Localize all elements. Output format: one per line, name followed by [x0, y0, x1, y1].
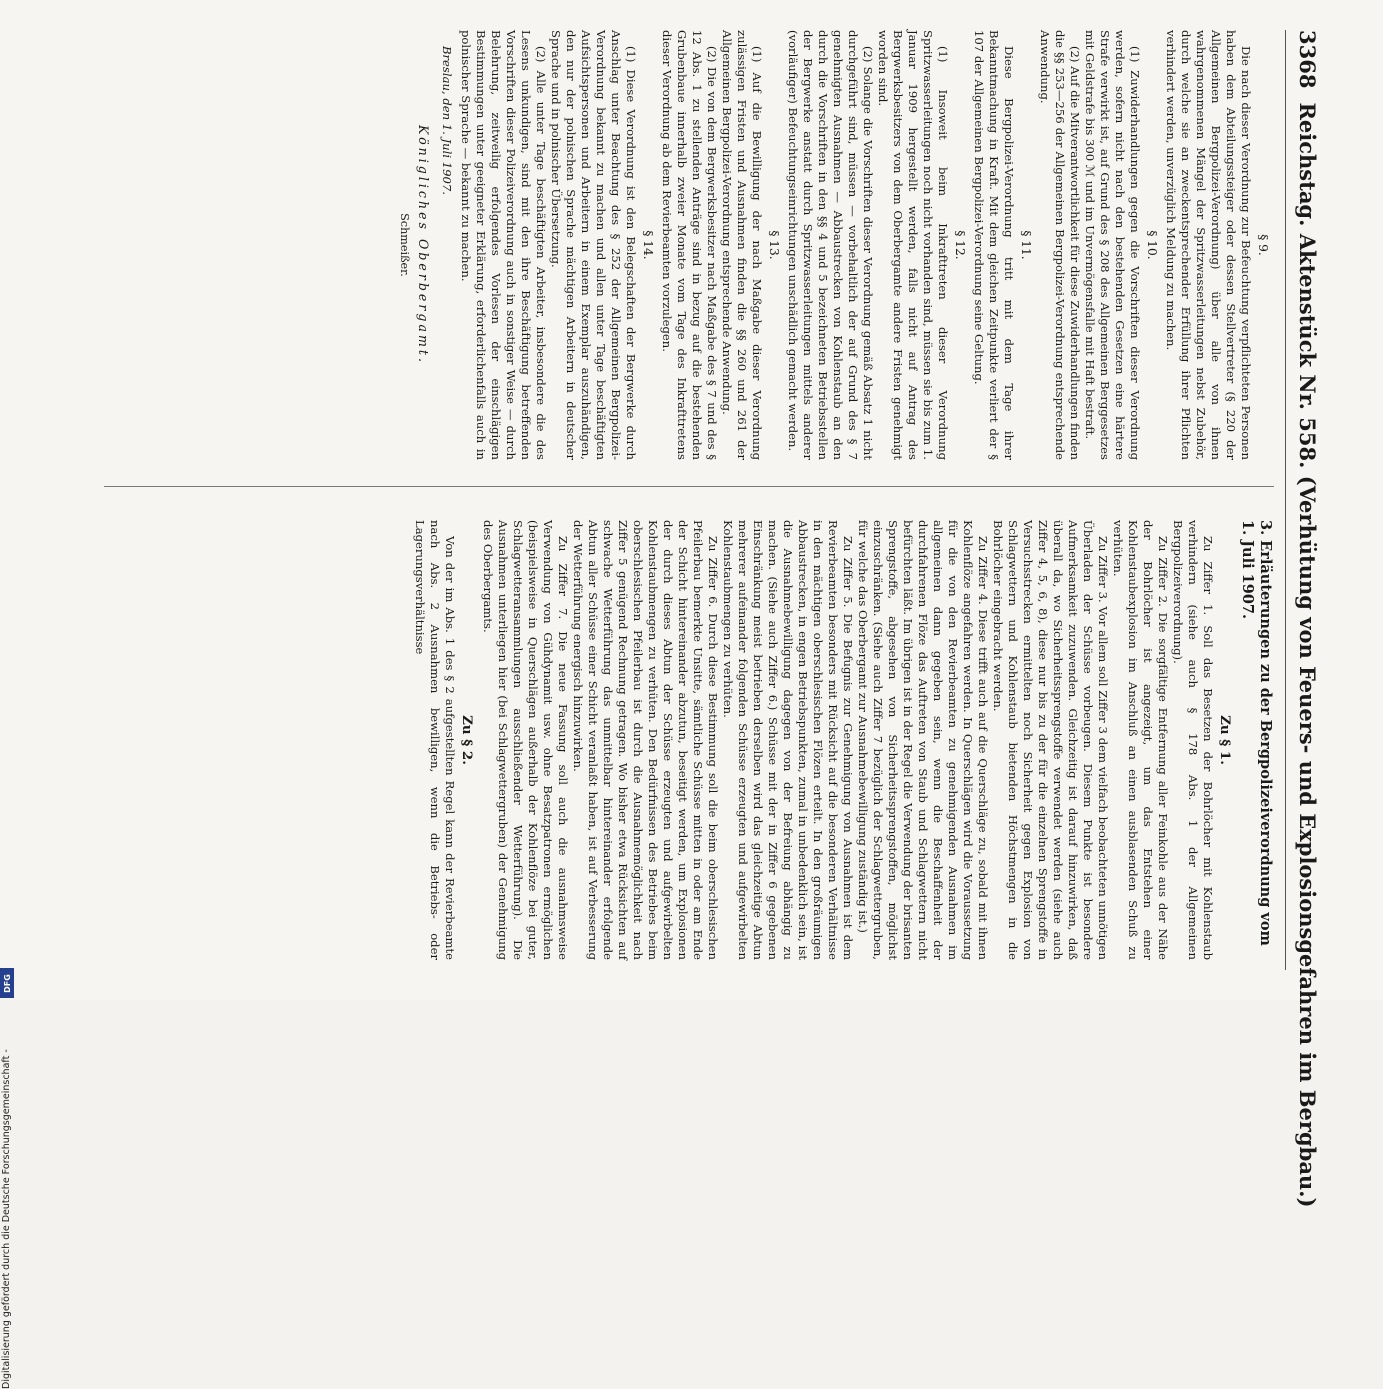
- dfg-logo-text: DFG: [2, 973, 12, 993]
- left-column: [397, 30, 1274, 460]
- signature: Schmeißer.: [398, 213, 411, 277]
- section-heading: § 11.: [1019, 230, 1033, 260]
- rotated-page-content: [10, 0, 1330, 1208]
- place-date: Breslau, den 1. Juli 1907.: [440, 46, 454, 195]
- section-heading: § 9.: [1256, 234, 1270, 256]
- page-number: 3368: [1295, 30, 1321, 89]
- right-column: [412, 520, 1274, 960]
- paragraph: Zu Ziffer 4. Diese trifft auch auf die Querschläge zu, sobald mit ihnen Kohlenflöze angefahren werden. In Querschlägen wird die Voraussetzung für die von den Revierbeamten zu genehmigenden Ausnahmen im allgemeinen dann gegeben sein, wenn die Beschaffenheit der durchfahrenen Flöze das Auftreten von Staub und Schlagwettern nicht befürchten läßt. Im übrigen ist in der Regel die Verwendung der brisanten Sprengstoffe, abgesehen von Sicherheitssprengstoffen, möglichst einzuschränken. (Siehe auch Ziffer 7 bezüglich der Schlagwettergruben, für welche das Oberbergamt zur Ausnahmebewilligung zuständig ist.): [856, 520, 990, 960]
- digitization-note: [0, 520, 14, 1389]
- paragraph: Zu Ziffer 7. Die neue Fassung soll auch die ausnahmsweise Verwendung von Gühdynamit usw. ohne Besatzpatronen ermöglichen (beispielsweise in Querschlägen außerhalb der Kohlenflöze bei guter, Schlagwetteransammlungen ausschließender Wetterführung). Die Ausnahmen unterliegen hier (bei Schlagwettergruben) der Genehmigung des Oberbergamts.: [481, 520, 570, 960]
- paragraph: Zu Ziffer 5. Die Befugnis zur Genehmigung von Ausnahmen ist dem Revierbeamten besonders mit Rücksicht auf die besonderen Verhältnisse in den mächtigen oberschlesischen Flözen erteilt. In den großräumigen Abbaustrecken, in engen Betriebspunkten, zumal in unbedenklich sein, ist die Ausnahmebewilligung dagegen von der Befreiung abhängig zu machen. (Siehe auch Ziffer 6.) Schüsse mit der in Ziffer 6 gegebenen Einschränkung meist betrieben derselben wird das gleichzeitige Abtun mehrerer aufeinander folgenden Schüsse erzeugten und aufgewirbelten Kohlenstaubmengen zu verhüten.: [721, 520, 855, 960]
- paragraph: Diese Bergpolizei-Verordnung tritt mit dem Tage ihrer Bekanntmachung in Kraft. Mit dem gleichen Zeitpunkte verliert der § 107 der Allgemeinen Bergpolizei-Verordnung seine Geltung.: [972, 30, 1016, 460]
- paragraph: Die nach dieser Verordnung zur Befeuchtung verpflichteten Personen haben dem Abteilungssteiger oder dessen Stellvertreter (§ 220 der Allgemeinen Bergpolizei-Verordnung) über alle von ihnen wahrgenommenen Mängel der Spritzwasserleitungen nebst Zubehör, durch welche sie an zweckentsprechender Erfüllung ihrer Pflichten verhindert werden, unverzüglich Meldung zu machen.: [1164, 30, 1253, 460]
- dfg-logo: [0, 968, 14, 998]
- issuing-authority: Königliches Oberbergamt.: [416, 125, 431, 365]
- section-heading: § 12.: [953, 230, 967, 260]
- digitization-note-text: Digitalisierung gefördert durch die Deutsche Forschungsgemeinschaft -: [1, 1049, 12, 1389]
- paragraph: Von der im Abs. 1 des § 2 aufgestellten Regel kann der Revierbeamte nach Abs. 2 Ausnahmen bewilligen, wenn die Betriebs- oder Lagerungsverhältnisse: [413, 520, 457, 960]
- paragraph: Zu Ziffer 2. Die sorgfältige Entfernung aller Feinkohle aus der Nähe der Bohrlöcher ist angezeigt, um das Entstehen einer Kohlenstaubexplosion im Anschluß an einen ausblasenden Schuß zu verhüten.: [1111, 520, 1170, 960]
- paragraph: (1) Auf die Bewilligung der nach Maßgabe dieser Verordnung zulässigen Fristen und Ausnahmen finden die §§ 260 und 261 der Allgemeinen Bergpolizei-Verordnung entsprechende Anwendung.: [720, 30, 764, 460]
- page-header: [1285, 30, 1330, 1208]
- paragraph: (2) Die von dem Bergwerksbesitzer nach Maßgabe des § 7 und des § 12 Abs. 1 zu stellenden Anträge sind in bezug auf die bestehenden Grubenbaue innerhalb zweier Monate vom Tage des Inkrafttretens dieser Verordnung ab dem Revierbeamten vorzulegen.: [660, 30, 719, 460]
- column-divider: [104, 486, 1274, 487]
- paragraph: (1) Insoweit beim Inkrafttreten dieser Verordnung Spritzwasserleitungen noch nicht vorhanden sind, müssen sie bis zum 1. Januar 1909 hergestellt werden, falls nicht auf Antrag des Bergwerksbesitzers von dem Oberbergamte andere Fristen genehmigt worden sind.: [876, 30, 950, 460]
- section-heading: § 10.: [1145, 230, 1159, 260]
- paragraph: Zu Ziffer 3. Vor allem soll Ziffer 3 dem vielfach beobachteten unnötigen Überladen der Schüsse vorbeugen. Diesem Punkte ist besondere Aufmerksamkeit zuzuwenden. Gleichzeitig ist darauf hinzuwirken, daß überall da, wo Sicherheitssprengstoffe verwendet werden (siehe auch Ziffer 4, 5, 6, 8), diese nur bis zu der für die einzelnen Sprengstoffe in Versuchsstrecken ermittelten noch Sicherheit gegen Explosion von Schlagwettern und Kohlenstaub bietenden Höchstmengen in die Bohrlöcher eingebracht werden.: [991, 520, 1110, 960]
- paragraph: (2) Alle unter Tage beschäftigten Arbeiter, insbesondere die des Lesens unkundigen, sind mit den ihre Beschäftigung betreffenden Vorschriften dieser Polizeiverordnung auch in sonstiger Weise — durch Belehrung, zeitweilig erfolgendes Vorlesen der einschlägigen Bestimmungen unter geeigneter Erklärung, erforderlichenfalls auch in polnischer Sprache — bekannt zu machen.: [459, 30, 548, 460]
- paragraph: Zu Ziffer 6. Durch diese Bestimmung soll die beim oberschlesischen Pfeilerbau bemerkte Unsitte, sämtliche Schüsse mitten in oder am Ende der Schicht hintereinander abzutun, beseitigt werden, um Explosionen der durch dieses Abtun der Schüsse erzeugten und aufgewirbelten Kohlenstaubmengen zu verhüten. Den Bedürfnissen des Betriebes beim oberschlesischen Pfeilerbau ist durch die Ausnahmemöglichkeit nach Ziffer 5 genügend Rechnung getragen. Wo bisher etwa Rücksichten auf schwache Wetterführung das unmittelbar hintereinander erfolgende Abtun aller Schüsse einer Schicht veranlaßt haben, ist auf Verbesserung der Wetterführung energisch hinzuwirken.: [571, 520, 720, 960]
- paragraph: (1) Diese Verordnung ist den Belegschaften der Bergwerke durch Anschlag unter Beachtung des § 252 der Allgemeinen Bergpolizei-Verordnung bekannt zu machen und allen unter Tage beschäftigten Aufsichtspersonen und Arbeitern in einem Exemplar auszuhändigen, den nur der polnischen Sprache mächtigen Arbeitern in deutscher Sprache und in polnischer Übersetzung.: [549, 30, 638, 460]
- paragraph: (2) Solange die Vorschriften dieser Verordnung gemäß Absatz 1 nicht durchgeführt sind, müssen — vorbehaltlich der auf Grund des § 7 genehmigten Ausnahmen — Abbaustrecken von Kohlenstaub an den durch die Vorschriften in den §§ 4 und 5 bezeichneten Betriebsstellen der Bergwerke anstatt durch Spritzwasserleitungen mittels anderer (vorläufiger) Befeuchtungseinrichtungen unschädlich gemacht werden.: [786, 30, 875, 460]
- paragraph: Zu Ziffer 1. Soll das Besetzen der Bohrlöcher mit Kohlenstaub verhindern (siehe auch § 178 Abs. 1 der Allgemeinen Bergpolizeiverordnung).: [1171, 520, 1215, 960]
- section-heading: § 13.: [767, 230, 781, 260]
- paragraph: (1) Zuwiderhandlungen gegen die Vorschriften dieser Verordnung werden, sofern nicht nach den bestehenden Gesetzen eine härtere Strafe verwirkt ist, auf Grund des § 208 des Allgemeinen Berggesetzes mit Geldstrafe bis 300 ℳ und im Unvermögensfalle mit Haft bestraft.: [1083, 30, 1142, 460]
- section-title: 3. Erläuterungen zu der Bergpolizeiverordnung vom 1. Juli 1907.: [1239, 520, 1274, 946]
- paragraph: (2) Auf die Mitverantwortlichkeit für diese Zuwiderhandlungen finden die §§ 253—256 der Allgemeinen Bergpolizei-Verordnung entsprechende Anwendung.: [1038, 30, 1082, 460]
- section-heading: Zu § 1.: [1217, 715, 1233, 765]
- section-heading: § 14.: [641, 230, 655, 260]
- section-heading: Zu § 2.: [459, 715, 475, 765]
- page-title: Reichstag. Aktenstück Nr. 558. (Verhütung von Feuers- und Explosionsgefahren im Bergbau.): [1295, 102, 1321, 1208]
